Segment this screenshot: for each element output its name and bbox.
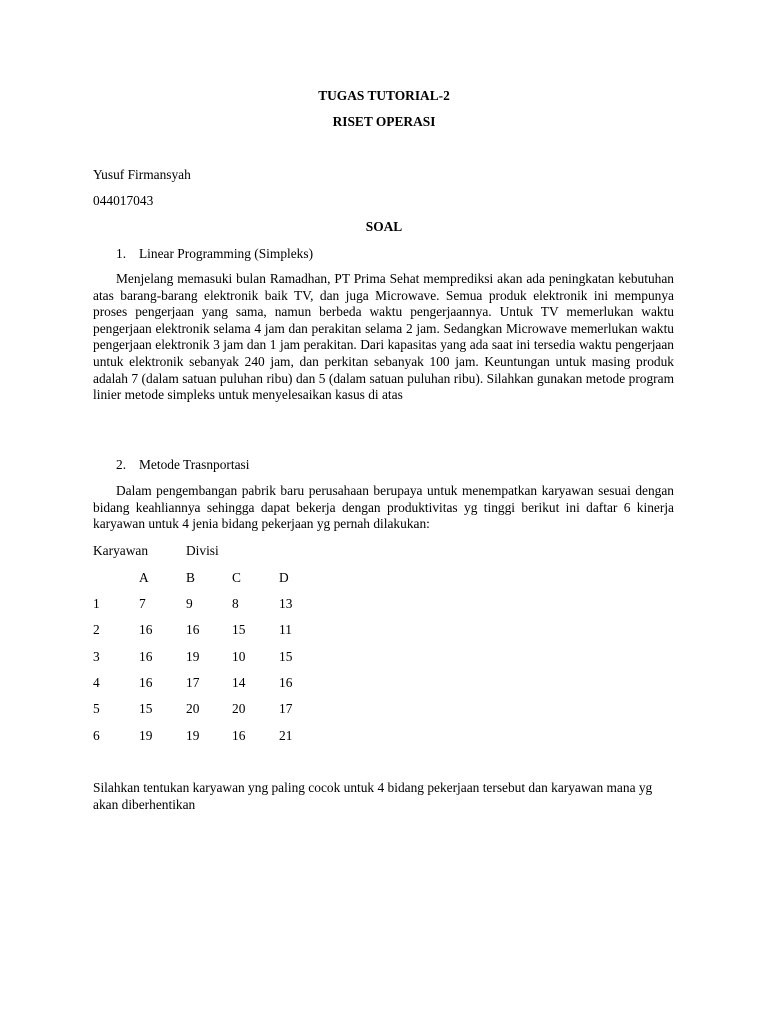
student-nim: 044017043: [93, 193, 154, 208]
table-cell: 21: [279, 728, 293, 743]
table-cell: 15: [232, 622, 246, 637]
table-col-header: D: [279, 570, 289, 585]
table-cell: 10: [232, 649, 246, 664]
table-cell: 15: [139, 701, 153, 716]
table-cell: 16: [279, 675, 293, 690]
table-cell: 11: [279, 622, 292, 637]
table-cell: 9: [186, 596, 193, 611]
q2-paragraph: [93, 483, 674, 533]
table-cell: 17: [279, 701, 293, 716]
table-cell: 17: [186, 675, 200, 690]
table-col-header: B: [186, 570, 195, 585]
row-id: 4: [93, 675, 100, 690]
row-id: 5: [93, 701, 100, 716]
table-cell: 20: [186, 701, 200, 716]
table-cell: 14: [232, 675, 246, 690]
table-cell: 8: [232, 596, 239, 611]
table-cell: 16: [139, 622, 153, 637]
table-row-header: Karyawan: [93, 543, 149, 558]
q1-number: 1.: [116, 246, 127, 261]
document-subtitle: RISET OPERASI: [332, 114, 436, 129]
table-cell: 13: [279, 596, 293, 611]
table-cell: 16: [186, 622, 200, 637]
q2-text: Dalam pengembangan pabrik baru perusahaan berupaya untuk menempatkan karyawan sesuai dengan bidang keahliannya sehingga dapat bekerja dengan produktivitas yg tinggi berikut ini daftar 6 kinerja karyawan untuk 4 jenia bidang pekerjaan yg pernah dilakukan:: [93, 483, 674, 532]
q1-text: Menjelang memasuki bulan Ramadhan, PT Prima Sehat memprediksi akan ada peningkatan kebutuhan atas barang-barang elektronik baik TV, dan juga Microwave. Semua produk elektronik ini mempunya proses pengerjaan yang sama, namun berbeda waktu pengerjaannya. Untuk TV memerlukan waktu pengerjaan elektronik selama 4 jam dan perakitan selama 2 jam. Sedangkan Microwave memerlukan waktu pengerjaan elektronik 3 jam dan 1 jam perakitan. Dari kapasitas yang ada saat ini tersedia waktu pengerjaan untuk elektronik sebanyak 240 jam, dan perkitan sebanyak 100 jam. Keuntungan untuk masing produk adalah 7 (dalam satuan puluhan ribu) dan 5 (dalam satuan puluhan ribu). Silahkan gunakan metode program linier metode simpleks untuk menyelesaikan kasus di atas: [93, 271, 674, 403]
q2-closing: Silahkan tentukan karyawan yng paling cocok untuk 4 bidang pekerjaan tersebut dan karyawan mana yg akan diberhentikan: [93, 780, 653, 812]
q1-title: Linear Programming (Simpleks): [139, 246, 314, 261]
table-col-group: Divisi: [186, 543, 219, 558]
document-title: TUGAS TUTORIAL-2: [318, 88, 450, 103]
row-id: 3: [93, 649, 100, 664]
table-col-header: C: [232, 570, 241, 585]
student-name: Yusuf Firmansyah: [93, 167, 191, 182]
table-cell: 16: [139, 649, 153, 664]
table-cell: 19: [186, 728, 200, 743]
row-id: 1: [93, 596, 100, 611]
table-cell: 16: [232, 728, 246, 743]
table-cell: 16: [139, 675, 153, 690]
row-id: 6: [93, 728, 100, 743]
soal-heading: SOAL: [365, 219, 403, 234]
q2-number: 2.: [116, 457, 127, 472]
table-cell: 19: [186, 649, 200, 664]
table-col-header: A: [139, 570, 149, 585]
table-cell: 19: [139, 728, 153, 743]
table-cell: 15: [279, 649, 293, 664]
q2-title: Metode Trasnportasi: [139, 457, 250, 472]
row-id: 2: [93, 622, 100, 637]
q1-paragraph: [93, 271, 674, 404]
table-cell: 20: [232, 701, 246, 716]
table-cell: 7: [139, 596, 146, 611]
